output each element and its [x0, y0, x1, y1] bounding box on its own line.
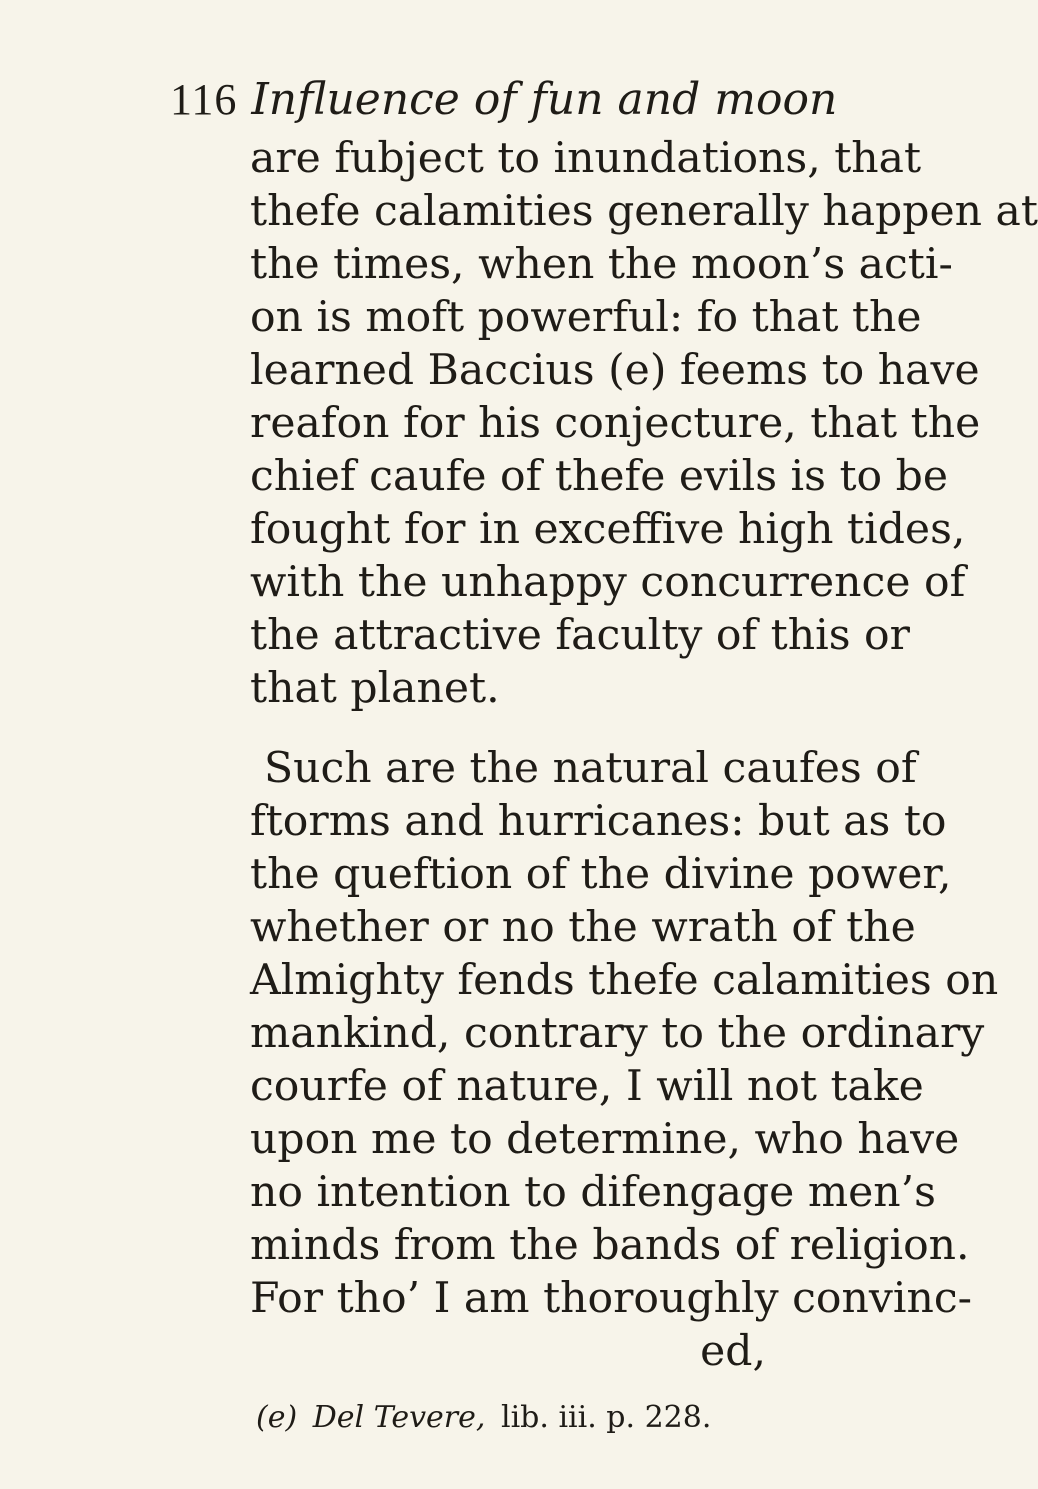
footnote — [256, 1398, 776, 1438]
body-text — [250, 132, 1038, 1378]
text-line: with the unhappy concurrence of — [250, 558, 966, 607]
text-line: Almighty fends thefe calamities on — [250, 956, 999, 1005]
footnote-marker: (e) — [256, 1400, 298, 1435]
text-line: courfe of nature, I will not take — [250, 1062, 924, 1111]
text-line: mankind, contrary to the ordinary — [250, 1009, 985, 1058]
page-number: 116 — [170, 75, 238, 124]
text-line: For tho’ I am thoroughly convinc- — [250, 1274, 972, 1323]
footnote-reference: lib. iii. p. 228. — [500, 1400, 712, 1435]
text-line: chief caufe of thefe evils is to be — [250, 452, 948, 501]
text-line: reafon for his conjecture, that the — [250, 399, 981, 448]
footnote-source: Del Tevere, — [312, 1400, 486, 1435]
text-line: no intention to difengage men’s — [250, 1168, 936, 1217]
catchword-line: ed, — [700, 1327, 766, 1376]
text-line: minds from the bands of religion. — [250, 1221, 970, 1270]
text-line: on is moft powerful: fo that the — [250, 293, 922, 342]
page-header — [170, 72, 838, 128]
text-line: the attractive faculty of this or — [250, 611, 910, 660]
text-line: fought for in exceffive high tides, — [250, 505, 966, 554]
text-line: upon me to determine, who have — [250, 1115, 960, 1164]
text-line: the times, when the moon’s acti- — [250, 240, 953, 289]
text-line: learned Baccius (e) feems to have — [250, 346, 980, 395]
text-line: that planet. — [250, 664, 500, 713]
text-line: thefe calamities generally happen at — [250, 187, 1038, 236]
text-line: the queftion of the divine power, — [250, 850, 952, 899]
text-line: whether or no the wrath of the — [250, 903, 916, 952]
text-line: are fubject to inundations, that — [250, 134, 922, 183]
running-title: Influence of fun and moon — [251, 74, 838, 125]
paragraph-start-line: Such are the natural caufes of — [264, 744, 917, 793]
text-line: ftorms and hurricanes: but as to — [250, 797, 947, 846]
